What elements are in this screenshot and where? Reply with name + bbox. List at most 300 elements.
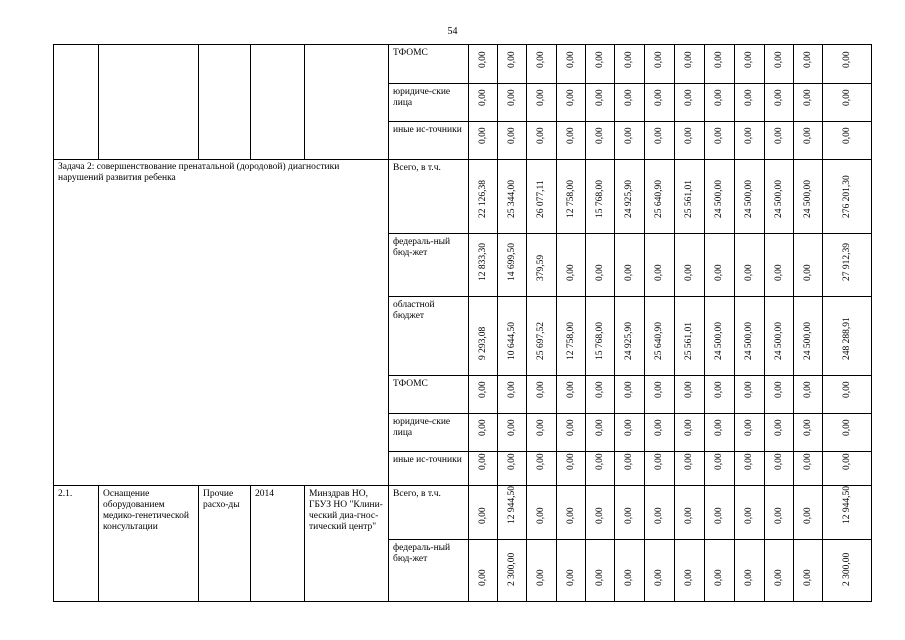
value-text: 0,00 — [654, 453, 664, 470]
blank-cell — [99, 45, 199, 160]
value-cell — [735, 84, 765, 122]
value-cell — [675, 297, 705, 376]
value-text: 0,00 — [802, 264, 813, 281]
value-cell — [527, 160, 557, 234]
value-text: 0,00 — [773, 127, 784, 144]
value-cell — [557, 376, 586, 414]
value-text: 0,00 — [773, 381, 784, 398]
value-cell — [527, 540, 557, 602]
value-cell — [735, 452, 765, 486]
value-cell — [469, 486, 498, 540]
value-text: 0,00 — [684, 507, 694, 524]
value-cell — [557, 84, 586, 122]
value-text: 12 758,00 — [565, 322, 576, 360]
value-cell — [794, 452, 823, 486]
value-text: 25 640,90 — [654, 322, 664, 360]
value-text: 24 500,00 — [802, 322, 813, 360]
value-cell — [645, 234, 675, 297]
value-cell — [794, 122, 823, 160]
value-text: 0,00 — [477, 507, 488, 524]
value-text: 0,00 — [684, 127, 694, 144]
value-cell — [735, 297, 765, 376]
value-text: 0,00 — [654, 127, 664, 144]
value-text: 0,00 — [773, 569, 784, 586]
value-text: 0,00 — [744, 89, 754, 106]
source-cell: иные ис-точники — [389, 452, 469, 486]
value-text: 15 768,00 — [594, 180, 605, 218]
value-cell — [765, 376, 794, 414]
value-cell — [498, 160, 527, 234]
value-text: 0,00 — [624, 419, 634, 436]
value-text: 0,00 — [565, 381, 576, 398]
value-cell — [794, 234, 823, 297]
total-cell — [823, 297, 872, 376]
value-cell — [498, 297, 527, 376]
value-text: 0,00 — [624, 127, 634, 144]
value-text: 0,00 — [684, 453, 694, 470]
value-cell — [794, 376, 823, 414]
value-cell — [735, 160, 765, 234]
value-cell — [469, 234, 498, 297]
value-cell — [557, 486, 586, 540]
value-text: 0,00 — [684, 381, 694, 398]
value-cell — [615, 84, 645, 122]
value-cell — [735, 45, 765, 84]
value-cell — [645, 376, 675, 414]
source-cell: федераль-ный бюд-жет — [389, 234, 469, 297]
value-cell — [469, 376, 498, 414]
value-cell — [823, 122, 872, 160]
table-row — [54, 45, 872, 84]
value-cell — [498, 45, 527, 84]
value-text: 24 500,00 — [744, 322, 754, 360]
blank-cell — [199, 45, 251, 160]
value-text: 0,00 — [506, 89, 517, 106]
value-text: 0,00 — [565, 569, 576, 586]
value-text: 24 500,00 — [773, 180, 784, 218]
value-cell — [527, 414, 557, 452]
value-text: 0,00 — [594, 381, 605, 398]
item-type: Прочие расхо-ды — [199, 486, 251, 602]
value-text: 0,00 — [773, 419, 784, 436]
value-text: 0,00 — [506, 453, 517, 470]
value-text: 0,00 — [536, 89, 546, 106]
value-cell — [645, 414, 675, 452]
value-text: 0,00 — [773, 507, 784, 524]
value-text: 0,00 — [506, 381, 517, 398]
value-text: 25 697,52 — [536, 322, 546, 360]
total-text: 248 288,91 — [841, 317, 852, 360]
value-cell — [823, 486, 872, 540]
value-cell — [705, 414, 735, 452]
value-text: 0,00 — [654, 51, 664, 68]
value-cell — [557, 297, 586, 376]
value-cell — [527, 486, 557, 540]
value-text: 0,00 — [744, 264, 754, 281]
value-text: 0,00 — [506, 127, 517, 144]
value-text: 0,00 — [594, 127, 605, 144]
value-text: 0,00 — [714, 127, 724, 144]
value-text: 0,00 — [684, 569, 694, 586]
value-cell — [794, 84, 823, 122]
value-text: 0,00 — [744, 507, 754, 524]
value-text: 0,00 — [654, 507, 664, 524]
value-text: 0,00 — [802, 569, 813, 586]
value-text: 0,00 — [802, 51, 813, 68]
value-cell — [557, 160, 586, 234]
value-text: 0,00 — [594, 51, 605, 68]
value-cell — [823, 45, 872, 84]
value-text: 0,00 — [802, 381, 813, 398]
value-text: 26 077,11 — [536, 180, 546, 218]
value-text: 0,00 — [624, 569, 634, 586]
value-text: 25 561,01 — [684, 180, 694, 218]
value-cell — [705, 234, 735, 297]
value-text: 22 126,38 — [477, 180, 488, 218]
value-cell — [765, 160, 794, 234]
value-cell — [469, 540, 498, 602]
value-cell — [675, 486, 705, 540]
budget-table — [53, 44, 872, 602]
value-text: 0,00 — [714, 507, 724, 524]
value-text: 0,00 — [773, 453, 784, 470]
value-cell — [765, 414, 794, 452]
value-text: 0,00 — [565, 51, 576, 68]
value-text: 0,00 — [654, 89, 664, 106]
total-cell — [823, 160, 872, 234]
value-cell — [586, 452, 615, 486]
value-text: 0,00 — [594, 264, 605, 281]
value-text: 0,00 — [714, 453, 724, 470]
value-text: 24 500,00 — [802, 180, 813, 218]
value-cell — [823, 414, 872, 452]
value-text: 0,00 — [714, 381, 724, 398]
value-text: 15 768,00 — [594, 322, 605, 360]
value-cell — [794, 297, 823, 376]
value-text: 2 300,00 — [506, 552, 517, 586]
source-cell: ТФОМС — [389, 376, 469, 414]
value-text: 0,00 — [684, 264, 694, 281]
value-text: 0,00 — [684, 51, 694, 68]
value-text: 0,00 — [477, 89, 488, 106]
value-cell — [557, 540, 586, 602]
source-cell: Всего, в т.ч. — [389, 160, 469, 234]
value-text: 0,00 — [477, 381, 488, 398]
value-cell — [586, 540, 615, 602]
source-cell: иные ис-точники — [389, 122, 469, 160]
value-cell — [675, 160, 705, 234]
value-cell — [586, 414, 615, 452]
value-cell — [586, 45, 615, 84]
value-cell — [765, 486, 794, 540]
value-cell — [705, 122, 735, 160]
value-cell — [498, 234, 527, 297]
value-text: 0,00 — [654, 381, 664, 398]
value-text: 12 833,30 — [477, 243, 488, 281]
value-cell — [705, 84, 735, 122]
value-text: 0,00 — [744, 127, 754, 144]
blank-cell — [251, 45, 305, 160]
value-cell — [735, 122, 765, 160]
value-cell — [675, 84, 705, 122]
value-cell — [705, 376, 735, 414]
value-cell — [735, 376, 765, 414]
value-text: 0,00 — [841, 453, 852, 470]
value-text: 0,00 — [565, 419, 576, 436]
value-text: 0,00 — [536, 381, 546, 398]
value-cell — [615, 452, 645, 486]
value-cell — [527, 122, 557, 160]
value-text: 0,00 — [594, 419, 605, 436]
value-text: 0,00 — [773, 264, 784, 281]
value-cell — [498, 452, 527, 486]
value-text: 0,00 — [744, 453, 754, 470]
value-cell — [498, 540, 527, 602]
value-cell — [645, 452, 675, 486]
value-text: 0,00 — [802, 419, 813, 436]
value-text: 0,00 — [744, 569, 754, 586]
value-cell — [527, 84, 557, 122]
value-cell — [823, 376, 872, 414]
value-cell — [794, 486, 823, 540]
value-text: 0,00 — [654, 569, 664, 586]
value-cell — [765, 45, 794, 84]
page-number: 54 — [447, 26, 458, 37]
value-cell — [498, 122, 527, 160]
value-text: 0,00 — [654, 419, 664, 436]
value-text: 0,00 — [624, 51, 634, 68]
value-text: 0,00 — [744, 381, 754, 398]
value-cell — [469, 414, 498, 452]
value-cell — [735, 540, 765, 602]
value-text: 0,00 — [802, 507, 813, 524]
value-cell — [586, 160, 615, 234]
value-cell — [527, 452, 557, 486]
value-cell — [765, 297, 794, 376]
value-cell — [675, 122, 705, 160]
value-cell — [615, 160, 645, 234]
value-text: 14 699,50 — [506, 243, 517, 281]
table-body — [54, 45, 872, 602]
value-cell — [615, 297, 645, 376]
value-text: 0,00 — [802, 453, 813, 470]
value-text: 0,00 — [744, 51, 754, 68]
value-text: 0,00 — [565, 127, 576, 144]
value-cell — [498, 84, 527, 122]
value-cell — [615, 486, 645, 540]
value-text: 0,00 — [773, 51, 784, 68]
value-cell — [586, 297, 615, 376]
value-text: 0,00 — [477, 569, 488, 586]
value-text: 0,00 — [536, 507, 546, 524]
total-text: 276 201,30 — [841, 175, 852, 218]
value-text: 24 925,90 — [624, 322, 634, 360]
value-cell — [675, 45, 705, 84]
value-text: 0,00 — [802, 89, 813, 106]
value-cell — [469, 84, 498, 122]
value-text: 0,00 — [565, 507, 576, 524]
value-text: 0,00 — [477, 51, 488, 68]
table-row — [54, 486, 872, 540]
value-cell — [645, 297, 675, 376]
value-cell — [557, 452, 586, 486]
value-cell — [586, 122, 615, 160]
source-cell: Всего, в т.ч. — [389, 486, 469, 540]
source-cell: федераль-ный бюд-жет — [389, 540, 469, 602]
value-text: 12 944,50 — [841, 486, 852, 524]
value-text: 0,00 — [536, 569, 546, 586]
value-cell — [675, 234, 705, 297]
value-text: 0,00 — [684, 419, 694, 436]
value-text: 0,00 — [624, 453, 634, 470]
value-text: 0,00 — [536, 419, 546, 436]
value-text: 25 344,00 — [506, 180, 517, 218]
value-cell — [645, 122, 675, 160]
value-cell — [675, 414, 705, 452]
value-text: 24 925,90 — [624, 180, 634, 218]
value-cell — [615, 414, 645, 452]
blank-cell — [54, 45, 99, 160]
value-cell — [469, 297, 498, 376]
value-text: 2 300,00 — [841, 552, 852, 586]
value-text: 0,00 — [624, 264, 634, 281]
value-text: 12 758,00 — [565, 180, 576, 218]
value-cell — [557, 45, 586, 84]
value-text: 10 644,50 — [506, 322, 517, 360]
value-cell — [469, 452, 498, 486]
value-text: 0,00 — [714, 569, 724, 586]
task-title: Задача 2: совершенствование пренатальной (дородовой) диагностики нарушений развития ребенка — [54, 160, 389, 486]
value-text: 0,00 — [654, 264, 664, 281]
value-text: 0,00 — [506, 51, 517, 68]
value-cell — [705, 297, 735, 376]
value-text: 0,00 — [714, 419, 724, 436]
value-text: 0,00 — [594, 453, 605, 470]
value-cell — [765, 452, 794, 486]
value-cell — [586, 84, 615, 122]
value-cell — [527, 234, 557, 297]
value-cell — [645, 84, 675, 122]
table-row — [54, 160, 872, 234]
value-cell — [705, 452, 735, 486]
value-cell — [615, 540, 645, 602]
value-text: 379,59 — [536, 254, 546, 281]
value-text: 0,00 — [624, 381, 634, 398]
value-text: 0,00 — [714, 89, 724, 106]
value-text: 24 500,00 — [714, 322, 724, 360]
value-cell — [735, 414, 765, 452]
value-cell — [557, 234, 586, 297]
value-text: 0,00 — [773, 89, 784, 106]
value-cell — [705, 45, 735, 84]
value-cell — [645, 486, 675, 540]
value-cell — [705, 540, 735, 602]
value-cell — [469, 122, 498, 160]
value-cell — [794, 45, 823, 84]
value-cell — [735, 486, 765, 540]
item-executor: Минздрав НО, ГБУЗ НО "Клини-ческий диа-гнос-тический центр" — [305, 486, 389, 602]
value-cell — [765, 540, 794, 602]
value-text: 0,00 — [714, 51, 724, 68]
value-cell — [586, 486, 615, 540]
value-cell — [615, 122, 645, 160]
value-cell — [557, 414, 586, 452]
value-text: 0,00 — [714, 264, 724, 281]
value-text: 9 293,08 — [477, 326, 488, 360]
value-text: 0,00 — [684, 89, 694, 106]
value-cell — [615, 376, 645, 414]
value-cell — [498, 376, 527, 414]
value-text: 0,00 — [536, 51, 546, 68]
item-name: Оснащение оборудованием медико-генетической консультации — [99, 486, 199, 602]
value-cell — [645, 45, 675, 84]
value-text: 24 500,00 — [744, 180, 754, 218]
value-text: 0,00 — [841, 51, 852, 68]
value-text: 0,00 — [477, 419, 488, 436]
value-cell — [469, 160, 498, 234]
value-cell — [586, 376, 615, 414]
value-text: 0,00 — [506, 419, 517, 436]
value-text: 0,00 — [594, 89, 605, 106]
value-cell — [765, 122, 794, 160]
value-text: 0,00 — [594, 569, 605, 586]
value-cell — [735, 234, 765, 297]
value-text: 0,00 — [841, 127, 852, 144]
value-text: 0,00 — [624, 507, 634, 524]
value-text: 0,00 — [802, 127, 813, 144]
value-cell — [823, 540, 872, 602]
value-cell — [705, 486, 735, 540]
value-text: 24 500,00 — [714, 180, 724, 218]
value-text: 0,00 — [841, 419, 852, 436]
item-number: 2.1. — [54, 486, 99, 602]
value-text: 0,00 — [536, 453, 546, 470]
source-cell: юридиче-ские лица — [389, 414, 469, 452]
value-cell — [645, 160, 675, 234]
value-text: 0,00 — [536, 127, 546, 144]
value-text: 0,00 — [841, 381, 852, 398]
value-cell — [645, 540, 675, 602]
value-text: 25 561,01 — [684, 322, 694, 360]
item-year: 2014 — [251, 486, 305, 602]
value-cell — [557, 122, 586, 160]
value-text: 0,00 — [477, 453, 488, 470]
value-cell — [675, 376, 705, 414]
value-cell — [615, 234, 645, 297]
value-text: 0,00 — [594, 507, 605, 524]
value-cell — [705, 160, 735, 234]
value-cell — [527, 297, 557, 376]
value-text: 12 944,50 — [506, 486, 517, 524]
value-text: 0,00 — [624, 89, 634, 106]
value-text: 24 500,00 — [773, 322, 784, 360]
value-cell — [469, 45, 498, 84]
total-cell — [823, 234, 872, 297]
value-cell — [765, 234, 794, 297]
value-cell — [675, 452, 705, 486]
value-cell — [794, 160, 823, 234]
value-cell — [794, 540, 823, 602]
total-text: 27 912,39 — [841, 243, 852, 281]
source-cell: ТФОМС — [389, 45, 469, 84]
value-text: 0,00 — [744, 419, 754, 436]
value-cell — [586, 234, 615, 297]
value-cell — [823, 84, 872, 122]
value-cell — [675, 540, 705, 602]
value-text: 0,00 — [477, 127, 488, 144]
value-cell — [794, 414, 823, 452]
blank-cell — [305, 45, 389, 160]
